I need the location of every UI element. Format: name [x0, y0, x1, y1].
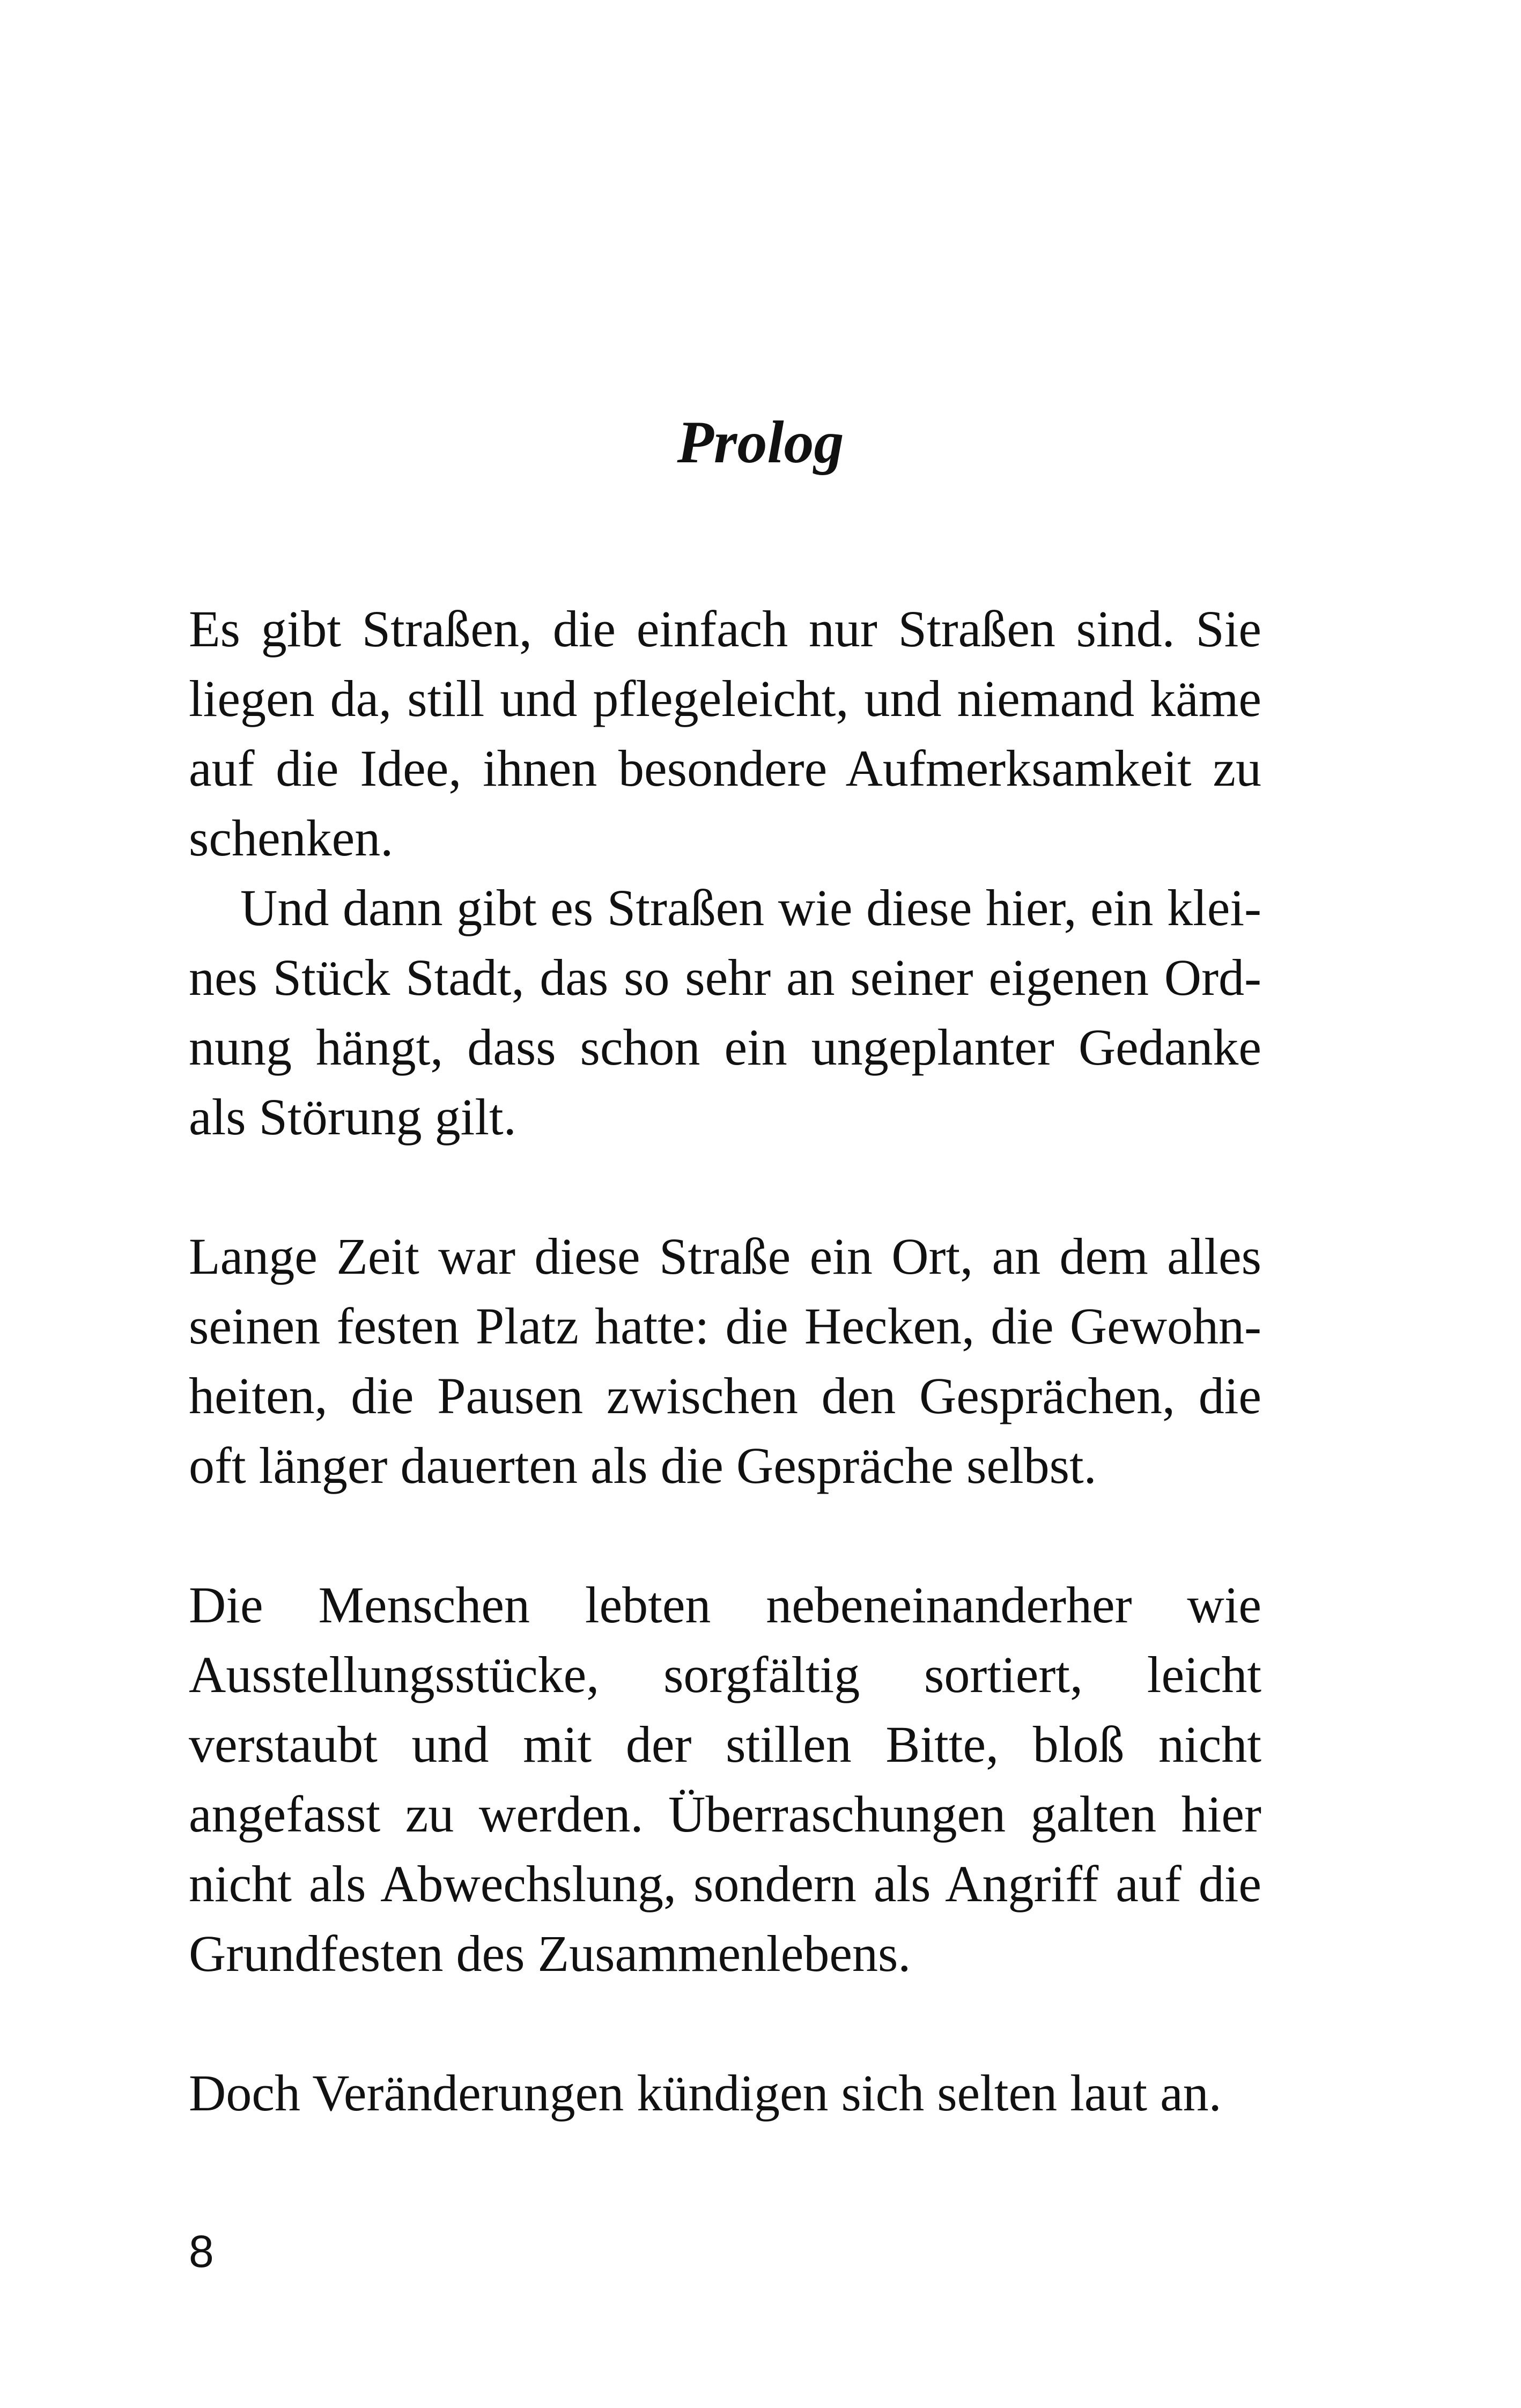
- body-text: [189, 594, 1261, 2128]
- paragraph-1: Es gibt Straßen, die einfach nur Straßen sind. Sie liegen da, still und pflegeleicht, und niemand käme auf die Idee, ihnen besondere Aufmerksamkeit zu schenken.: [189, 600, 1261, 867]
- chapter-title: Prolog: [677, 409, 844, 476]
- paragraph-3: Lange Zeit war diese Straße ein Ort, an dem alles seinen festen Platz hatte: die Hecken, die Gewohnheiten, die Pausen zwischen den Gesprächen, die oft länger dauerten als die Gespräche selbst.: [189, 1228, 1261, 1494]
- paragraph-5: Doch Veränderungen kündigen sich selten laut an.: [189, 2064, 1222, 2122]
- page-number: 8: [189, 2226, 214, 2277]
- paragraph-4: Die Menschen lebten nebeneinanderher wie Ausstellungsstücke, sorgfältig sortiert, leicht verstaubt und mit der stillen Bitte, bloß nicht angefasst zu werden. Überraschungen galten hier nicht als Abwechslung, sondern als Angriff auf die Grundfesten des Zusammenlebens.: [189, 1576, 1261, 1982]
- paragraph-2: Und dann gibt es Straßen wie diese hier, ein kleines Stück Stadt, das so sehr an seiner eigenen Ordnung hängt, dass schon ein ungeplanter Gedanke als Störung gilt.: [189, 879, 1261, 1146]
